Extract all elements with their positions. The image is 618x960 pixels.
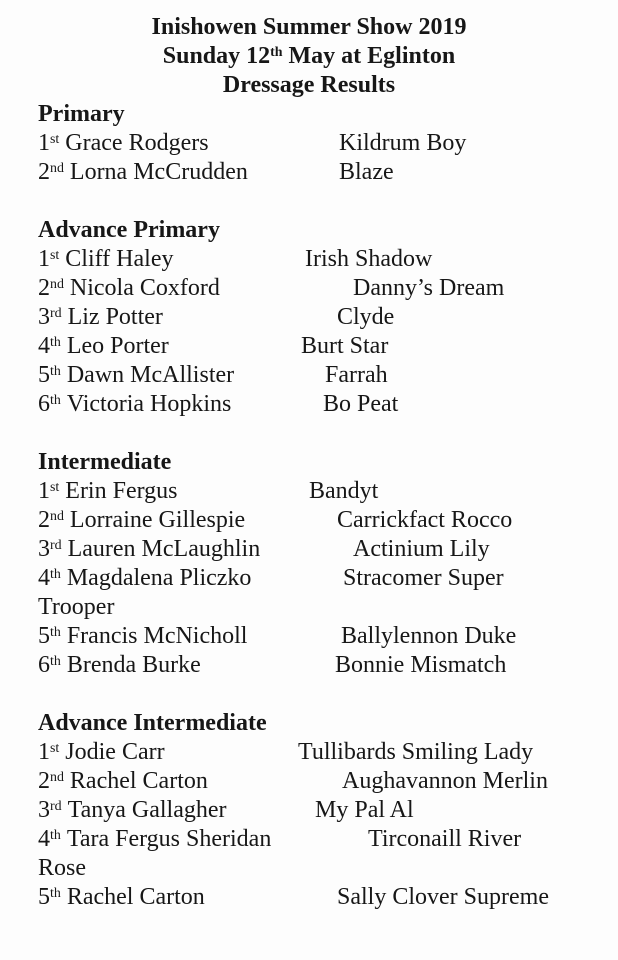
rank: 4th <box>38 565 61 591</box>
rider-name: Lauren McLaughlin <box>61 536 261 562</box>
rider-name: Tanya Gallagher <box>61 797 227 823</box>
rider-name: Leo Porter <box>60 333 169 359</box>
rank-ordinal: rd <box>50 799 62 815</box>
horse-name: Bo Peat <box>323 391 399 417</box>
rider-name: Tara Fergus Sheridan <box>60 826 272 852</box>
rider-name: Rachel Carton <box>63 768 208 794</box>
horse-name: Farrah <box>325 362 388 388</box>
rank-ordinal: st <box>50 132 60 148</box>
rank-ordinal: nd <box>50 770 64 786</box>
rank-ordinal: th <box>50 364 61 380</box>
rank-ordinal: nd <box>50 509 64 525</box>
horse-name-continuation: Rose <box>38 855 86 881</box>
sections <box>0 100 618 912</box>
rank-ordinal: st <box>50 741 60 757</box>
date-line-post: May at Eglinton <box>282 43 456 69</box>
rank-ordinal: th <box>50 625 61 641</box>
rider-name: Lorna McCrudden <box>63 159 248 185</box>
rider-name: Erin Fergus <box>59 478 178 504</box>
result-row <box>0 361 618 390</box>
result-row <box>0 390 618 419</box>
horse-name: Aughavannon Merlin <box>342 768 548 794</box>
result-row <box>0 825 618 854</box>
section-primary <box>0 100 618 187</box>
rank-ordinal: rd <box>50 538 62 554</box>
result-row <box>0 332 618 361</box>
result-row <box>0 622 618 651</box>
result-row <box>0 883 618 912</box>
rank-ordinal: th <box>50 828 61 844</box>
section-advance-intermediate <box>0 709 618 912</box>
rank-ordinal: th <box>50 335 61 351</box>
section-advance-primary <box>0 216 618 419</box>
rider-name: Grace Rodgers <box>59 130 209 156</box>
rank: 4th <box>38 826 61 852</box>
rank: 1st <box>38 130 60 156</box>
rider-name: Liz Potter <box>61 304 163 330</box>
date-ordinal-superscript: th <box>270 45 283 61</box>
rank: 6th <box>38 391 61 417</box>
rider-name: Lorraine Gillespie <box>63 507 246 533</box>
result-row <box>0 129 618 158</box>
rank: 1st <box>38 246 60 272</box>
horse-name: Kildrum Boy <box>339 130 467 156</box>
document-subtitle: Dressage Results <box>222 72 396 98</box>
rider-name: Magdalena Pliczko <box>60 565 252 591</box>
result-row <box>0 767 618 796</box>
rank: 2nd <box>38 768 64 794</box>
horse-name: Bandyt <box>309 478 379 504</box>
horse-name: Tullibards Smiling Lady <box>298 739 534 765</box>
rider-name: Rachel Carton <box>60 884 205 910</box>
rank: 3rd <box>38 304 62 330</box>
rider-name: Cliff Haley <box>59 246 174 272</box>
rank: 2nd <box>38 275 64 301</box>
horse-name: Tirconaill River <box>368 826 522 852</box>
rank-ordinal: st <box>50 248 60 264</box>
rank-ordinal: rd <box>50 306 62 322</box>
rider-name: Jodie Carr <box>59 739 165 765</box>
horse-name: Clyde <box>337 304 395 330</box>
horse-name: Ballylennon Duke <box>341 623 517 649</box>
rank: 1st <box>38 739 60 765</box>
document-date-line <box>0 42 618 71</box>
date-line-pre: Sunday 12 <box>162 43 271 69</box>
section-intermediate <box>0 448 618 680</box>
section-heading: Advance Primary <box>38 217 220 243</box>
result-row <box>0 564 618 593</box>
section-heading: Primary <box>38 101 125 127</box>
rider-name: Nicola Coxford <box>63 275 220 301</box>
result-row <box>0 477 618 506</box>
result-row <box>0 535 618 564</box>
result-row <box>0 245 618 274</box>
section-heading: Intermediate <box>38 449 172 475</box>
horse-name: Carrickfact Rocco <box>337 507 513 533</box>
result-row <box>0 274 618 303</box>
horse-name: Sally Clover Supreme <box>337 884 549 910</box>
horse-name: Blaze <box>339 159 394 185</box>
horse-name: Burt Star <box>301 333 389 359</box>
horse-name: Stracomer Super <box>343 565 504 591</box>
rank: 6th <box>38 652 61 678</box>
rank: 3rd <box>38 797 62 823</box>
rider-name: Dawn McAllister <box>60 362 235 388</box>
rank-ordinal: st <box>50 480 60 496</box>
rank: 5th <box>38 623 61 649</box>
rider-name: Francis McNicholl <box>60 623 248 649</box>
horse-name: Actinium Lily <box>353 536 490 562</box>
horse-name-continuation: Trooper <box>38 594 115 620</box>
rank-ordinal: th <box>50 393 61 409</box>
rank-ordinal: th <box>50 567 61 583</box>
section-heading: Advance Intermediate <box>38 710 267 736</box>
rank: 5th <box>38 884 61 910</box>
result-row <box>0 158 618 187</box>
rank: 1st <box>38 478 60 504</box>
result-row <box>0 738 618 767</box>
horse-name: Danny’s Dream <box>353 275 505 301</box>
rank: 4th <box>38 333 61 359</box>
result-row <box>0 506 618 535</box>
rank-ordinal: nd <box>50 161 64 177</box>
document-title: Inishowen Summer Show 2019 <box>151 14 467 40</box>
result-row <box>0 796 618 825</box>
rank: 2nd <box>38 159 64 185</box>
rider-name: Brenda Burke <box>60 652 201 678</box>
horse-name: Bonnie Mismatch <box>335 652 507 678</box>
rank: 3rd <box>38 536 62 562</box>
horse-name: My Pal Al <box>315 797 414 823</box>
rank-ordinal: nd <box>50 277 64 293</box>
rank-ordinal: th <box>50 886 61 902</box>
result-row <box>0 651 618 680</box>
rank-ordinal: th <box>50 654 61 670</box>
result-row <box>0 303 618 332</box>
rank: 5th <box>38 362 61 388</box>
horse-name: Irish Shadow <box>305 246 433 272</box>
rank: 2nd <box>38 507 64 533</box>
rider-name: Victoria Hopkins <box>60 391 232 417</box>
